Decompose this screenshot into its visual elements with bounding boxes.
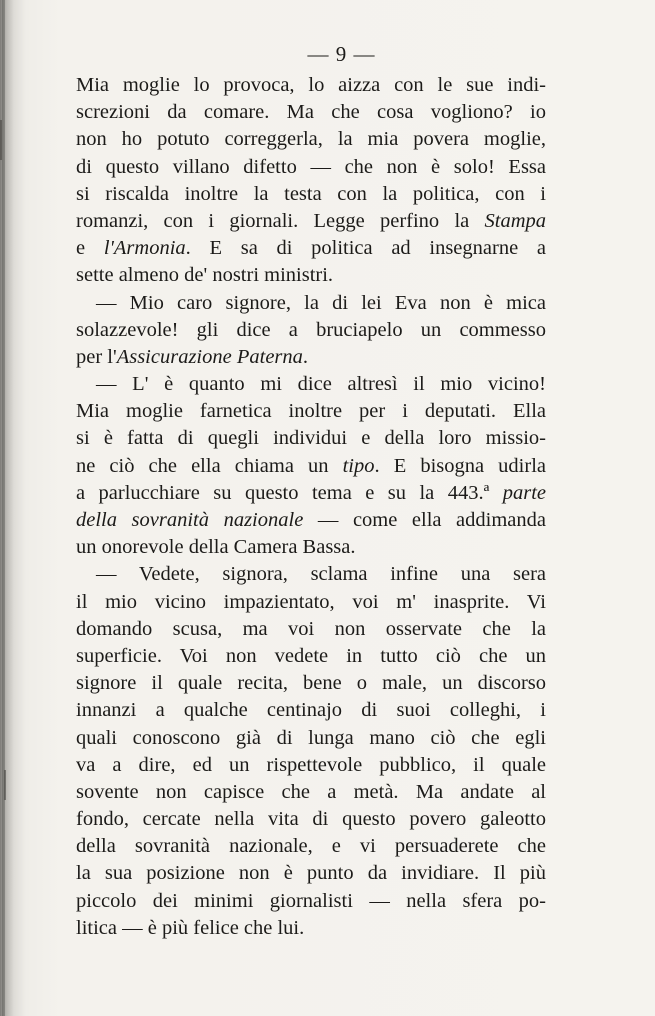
line-text: fondo, cercate nella vita di questo povero galeotto — [76, 808, 546, 831]
line-text: signore il quale recita, bene o male, un discorso — [76, 672, 546, 695]
line-text-after: — come ella addimanda — [303, 509, 546, 531]
text-line — [76, 860, 546, 887]
italic-text: della sovranità nazionale — [76, 509, 304, 531]
text-line — [76, 290, 546, 317]
text-line — [76, 888, 546, 915]
text-line — [76, 697, 546, 724]
line-text-after: . E bisogna udirla — [374, 454, 546, 477]
italic-text: l'Armonia — [103, 237, 186, 260]
text-line — [76, 833, 546, 860]
text-line — [76, 235, 546, 262]
line-text: di questo villano difetto — che non è solo! Essa — [76, 155, 546, 178]
line-text: non ho potuto correggerla, la mia povera moglie, — [76, 128, 546, 151]
text-line — [76, 344, 546, 371]
text-line — [76, 725, 546, 752]
line-text: — Mio caro signore, la di lei Eva non è mica — [96, 291, 546, 314]
line-text: della sovranità nazionale, e vi persuaderete che — [76, 835, 546, 858]
text-line — [76, 534, 546, 561]
line-text: si riscalda inoltre la testa con la politica, con i — [76, 182, 546, 205]
italic-text: Stampa — [484, 209, 546, 232]
binding-mark — [0, 120, 2, 160]
line-text: si è fatta di quegli individui e della loro missio- — [76, 427, 546, 450]
text-line — [76, 453, 546, 480]
page-number: — 9 — — [307, 42, 376, 66]
text-line — [76, 181, 546, 208]
line-text: solazzevole! gli dice a bruciapelo un commesso — [76, 318, 546, 341]
line-text: litica — è più felice che lui. — [76, 916, 305, 939]
line-text: a parlucchiare su questo tema e su la 443.ª — [76, 481, 503, 504]
line-text-after: . E sa di politica ad insegnarne a — [185, 237, 546, 260]
line-text: un onorevole della Camera Bassa. — [76, 536, 356, 559]
text-line — [76, 643, 546, 670]
text-line — [76, 616, 546, 643]
text-line — [76, 779, 546, 806]
line-text: domando scusa, ma voi non osservate che la — [76, 617, 546, 640]
line-text: ne ciò che ella chiama un — [76, 454, 343, 477]
text-line — [76, 398, 546, 425]
text-line — [76, 126, 546, 153]
line-text: — Vedete, signora, sclama infine una sera — [96, 563, 546, 586]
body-text — [76, 72, 546, 942]
text-line — [76, 99, 546, 126]
text-line — [76, 670, 546, 697]
italic-text: tipo — [342, 454, 375, 477]
line-text: va a dire, ed un rispettevole pubblico, il quale — [76, 753, 546, 776]
text-line — [76, 915, 546, 942]
text-line — [76, 208, 546, 235]
line-text: il mio vicino impazientato, voi m' inasprite. Vi — [76, 590, 546, 613]
line-text: sovente non capisce che a metà. Ma andate al — [76, 780, 546, 803]
binding-mark — [4, 770, 6, 800]
text-line — [76, 561, 546, 588]
text-line — [76, 262, 546, 289]
line-text: innanzi a qualche centinajo di suoi colleghi, i — [76, 699, 546, 722]
line-text: sette almeno de' nostri ministri. — [76, 264, 334, 287]
text-line — [76, 425, 546, 452]
line-text: screzioni da comare. Ma che cosa vogliono? io — [76, 101, 546, 124]
text-line — [76, 507, 546, 534]
text-line — [76, 371, 546, 398]
italic-text: parte — [502, 481, 546, 504]
line-text: Mia moglie lo provoca, lo aizza con le sue indi- — [76, 74, 546, 96]
line-text: Mia moglie farnetica inoltre per i deputati. Ella — [76, 400, 546, 423]
italic-text: Assicurazione Paterna — [116, 345, 303, 368]
text-line — [76, 317, 546, 344]
line-text: piccolo dei minimi giornalisti — nella sfera po- — [76, 889, 546, 912]
line-text-after: . — [302, 345, 309, 368]
text-line — [76, 72, 546, 99]
text-line — [76, 752, 546, 779]
line-text: la sua posizione non è punto da invidiare. Il più — [76, 862, 546, 885]
text-line — [76, 806, 546, 833]
line-text: romanzi, con i giornali. Legge perfino la — [76, 209, 485, 232]
line-text: — L' è quanto mi dice altresì il mio vicino! — [96, 373, 546, 396]
text-line — [76, 480, 546, 507]
text-line — [76, 154, 546, 181]
binding-shadow — [2, 0, 5, 1016]
line-text: superficie. Voi non vedete in tutto ciò che un — [76, 644, 546, 667]
line-text: e — [76, 237, 104, 260]
line-text: quali conoscono già di lunga mano ciò che egli — [76, 726, 546, 749]
text-line — [76, 589, 546, 616]
line-text: per l' — [76, 345, 117, 368]
